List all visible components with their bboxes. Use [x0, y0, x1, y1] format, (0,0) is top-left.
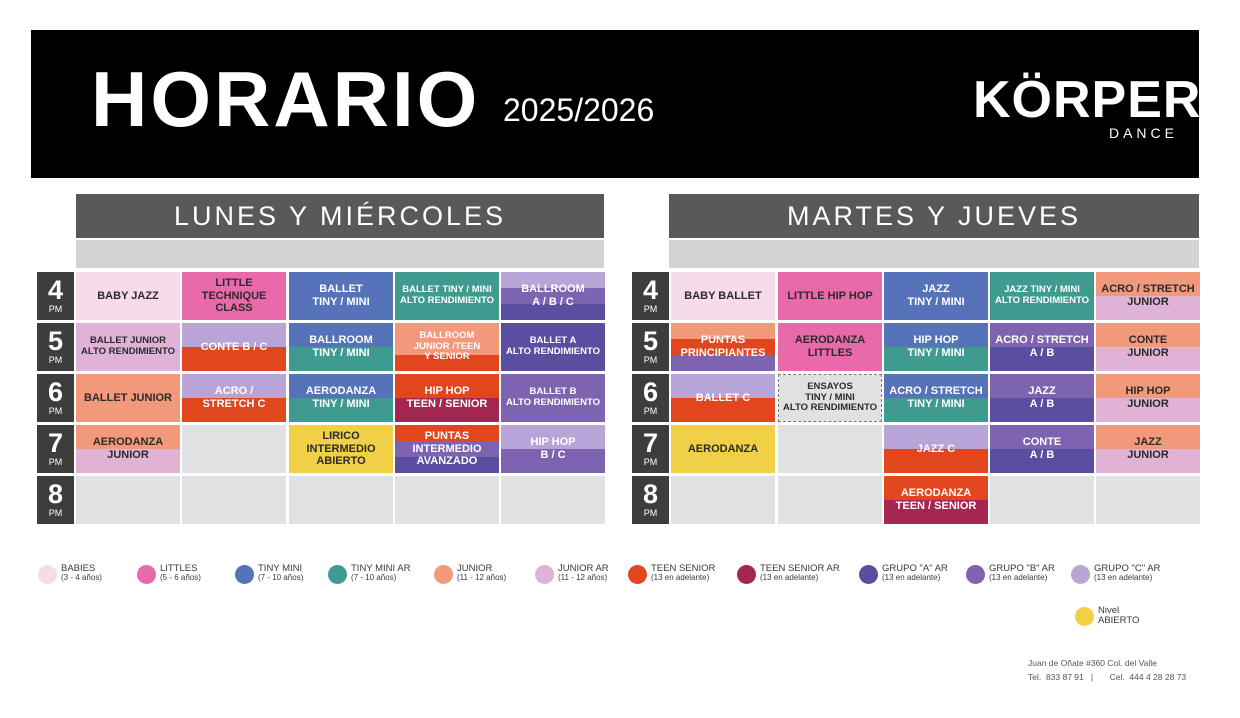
class-cell: [778, 374, 882, 422]
cell-color-bands: [778, 425, 882, 473]
time-period: PM: [48, 457, 63, 467]
class-label-line: ABIERTO: [316, 455, 366, 468]
class-label-line: B / C: [540, 449, 566, 461]
time-slot: [37, 476, 74, 524]
time-slot: [37, 323, 74, 371]
class-cell: [990, 272, 1094, 320]
class-label-line: BALLET: [319, 283, 363, 296]
legend-name: GRUPO "B" AR: [989, 563, 1055, 574]
class-label: [671, 374, 775, 422]
time-hour: 6: [47, 377, 64, 407]
class-cell: [395, 425, 499, 473]
page-title: HORARIO: [91, 55, 481, 143]
time-hour: 7: [47, 428, 64, 458]
class-cell: [671, 323, 775, 371]
class-label-line: A / B / C: [532, 296, 574, 308]
time-period: PM: [643, 355, 658, 365]
class-cell: [671, 272, 775, 320]
class-label: [884, 425, 988, 473]
class-label: [395, 425, 499, 473]
class-label-line: JUNIOR: [1127, 449, 1169, 461]
class-label: [501, 425, 605, 473]
cell-color-bands: [76, 476, 180, 524]
class-cell: [289, 476, 393, 524]
legend-name: TINY MINI: [258, 563, 303, 574]
class-label: [182, 272, 286, 320]
class-label-line: AERODANZA: [305, 385, 377, 398]
class-label: [1096, 374, 1200, 422]
contact-footer: [1028, 656, 1186, 685]
class-cell: [671, 425, 775, 473]
class-label-line: CONTE: [1128, 334, 1168, 347]
school-year: 2025/2026: [503, 92, 655, 128]
class-label: [182, 323, 286, 371]
color-band: [395, 476, 499, 524]
class-cell: [990, 323, 1094, 371]
class-cell: [501, 272, 605, 320]
class-cell: [76, 374, 180, 422]
class-cell: [884, 425, 988, 473]
cell-color-bands: [182, 425, 286, 473]
class-label-line: TEEN / SENIOR: [895, 500, 977, 512]
class-cell: [395, 323, 499, 371]
legend-age: (13 en adelante): [760, 573, 819, 582]
legend-name: TEEN SENIOR: [651, 563, 716, 574]
class-label: [76, 425, 180, 473]
time-hour: 5: [47, 326, 64, 356]
legend-name: JUNIOR: [457, 563, 493, 574]
cell-color-bands: [1096, 476, 1200, 524]
legend-age: (3 - 4 años): [61, 573, 102, 582]
legend-item: [1071, 564, 1191, 590]
class-label: [289, 272, 393, 320]
class-label-line: TECHNIQUE CLASS: [201, 289, 267, 315]
class-label: [671, 272, 775, 320]
legend-item: [628, 564, 748, 590]
legend-swatch-icon: [38, 565, 57, 584]
time-period: PM: [643, 304, 658, 314]
class-cell: [1096, 425, 1200, 473]
class-cell: [778, 323, 882, 371]
class-label-line: LITTLES: [807, 347, 853, 359]
class-cell: [1096, 323, 1200, 371]
class-label: [1096, 323, 1200, 371]
class-label: [76, 323, 180, 371]
class-cell: [289, 272, 393, 320]
class-label: [779, 375, 881, 421]
class-cell: [395, 272, 499, 320]
class-label: [990, 272, 1094, 320]
class-label-line: BALLET TINY / MINI: [402, 284, 492, 296]
class-label: [501, 374, 605, 422]
time-period: PM: [48, 304, 63, 314]
korper-logo: [973, 71, 1202, 144]
class-label-line: ALTO RENDIMIENTO: [400, 295, 494, 306]
class-label-line: BALLET A: [529, 335, 577, 347]
time-hour: 5: [642, 326, 659, 356]
class-label-line: HIP HOP: [530, 436, 576, 449]
class-cell: [1096, 476, 1200, 524]
color-band: [76, 476, 180, 524]
class-label-line: BALLROOM: [419, 329, 475, 341]
class-label-line: TEEN / SENIOR: [406, 398, 488, 410]
cell-color-bands: [182, 476, 286, 524]
phone-text: Tel. 833 87 91 | Cel. 444 4 28 28 73: [1028, 672, 1187, 683]
legend-name: TEEN SENIOR AR: [760, 563, 840, 574]
class-label-line: ALTO RENDIMIENTO: [783, 402, 877, 414]
class-label-line: CONTE B / C: [200, 340, 268, 353]
logo-wordmark: KÖRPER: [973, 71, 1202, 129]
cell-color-bands: [671, 476, 775, 524]
legend-name: TINY MINI AR: [351, 563, 411, 574]
cell-color-bands: [289, 476, 393, 524]
class-label-line: JUNIOR: [1127, 296, 1169, 308]
class-label-line: JAZZ C: [916, 442, 956, 455]
class-cell: [990, 476, 1094, 524]
class-cell: [76, 272, 180, 320]
day-subheader-bar: [669, 240, 1199, 268]
cell-color-bands: [990, 476, 1094, 524]
legend-age: (11 - 12 años): [457, 573, 507, 582]
color-band: [501, 476, 605, 524]
class-cell: [182, 272, 286, 320]
class-label-line: JAZZ: [1028, 385, 1056, 398]
class-cell: [778, 272, 882, 320]
class-cell: [76, 425, 180, 473]
time-period: PM: [643, 508, 658, 518]
class-label: [395, 272, 499, 320]
class-label-line: TINY / MINI: [907, 296, 965, 308]
legend-item: [737, 564, 857, 590]
class-label: [990, 323, 1094, 371]
class-label-line: JUNIOR: [1127, 347, 1169, 359]
class-cell: [395, 476, 499, 524]
class-label: [990, 374, 1094, 422]
class-cell: [289, 374, 393, 422]
class-label-line: HIP HOP: [424, 385, 470, 398]
class-label: [289, 374, 393, 422]
color-band: [289, 476, 393, 524]
legend-swatch-icon: [966, 565, 985, 584]
legend-swatch-icon: [328, 565, 347, 584]
address-text: Juan de Oñate #360 Col. del Valle: [1028, 658, 1157, 668]
legend-age: ABIERTO: [1098, 615, 1140, 626]
class-label-line: TINY / MINI: [907, 398, 965, 410]
class-cell: [884, 323, 988, 371]
class-label: [1096, 425, 1200, 473]
class-label-line: JAZZ: [922, 283, 950, 296]
time-period: PM: [48, 406, 63, 416]
time-hour: 4: [642, 275, 659, 305]
class-label-line: BABY JAZZ: [97, 289, 159, 302]
class-label-line: Y SENIOR: [424, 351, 470, 363]
class-label: [884, 323, 988, 371]
class-label-line: AERODANZA: [687, 442, 759, 455]
class-label: [76, 374, 180, 422]
class-label: [990, 425, 1094, 473]
time-slot: [632, 374, 669, 422]
class-cell: [182, 476, 286, 524]
time-slot: [632, 323, 669, 371]
header-banner: [31, 30, 1202, 178]
class-cell: [182, 374, 286, 422]
legend-item: [1075, 606, 1195, 632]
class-label-line: TINY / MINI: [312, 398, 370, 410]
legend-name: JUNIOR AR: [558, 563, 609, 574]
logo-subtitle: DANCE: [1108, 125, 1178, 141]
class-label-line: JAZZ: [1134, 436, 1162, 449]
time-slot: [632, 476, 669, 524]
class-label-line: TINY / MINI: [907, 347, 965, 359]
class-cell: [778, 476, 882, 524]
legend-age: (13 en adelante): [989, 573, 1048, 582]
legend-age: (5 - 6 años): [160, 573, 201, 582]
class-cell: [289, 425, 393, 473]
class-label: [778, 272, 882, 320]
class-cell: [395, 374, 499, 422]
class-label-line: BALLROOM: [521, 283, 585, 296]
class-cell: [671, 374, 775, 422]
legend-swatch-icon: [1075, 607, 1094, 626]
time-period: PM: [643, 406, 658, 416]
legend-age: (13 en adelante): [882, 573, 941, 582]
class-label: [501, 323, 605, 371]
class-cell: [182, 323, 286, 371]
legend-swatch-icon: [535, 565, 554, 584]
legend-age: (13 en adelante): [1094, 573, 1153, 582]
class-label-line: LIRICO: [322, 430, 360, 443]
class-label: [501, 272, 605, 320]
legend-item: [859, 564, 979, 590]
class-label: [884, 374, 988, 422]
class-label-line: INTERMEDIO: [306, 442, 376, 455]
class-label-line: PUNTAS: [424, 430, 470, 443]
class-cell: [884, 374, 988, 422]
time-slot: [632, 272, 669, 320]
legend-age: (7 - 10 años): [258, 573, 304, 582]
class-label-line: LITTLE HIP HOP: [787, 289, 873, 302]
legend-swatch-icon: [434, 565, 453, 584]
cell-color-bands: [778, 476, 882, 524]
time-period: PM: [643, 457, 658, 467]
class-label-line: JAZZ TINY / MINI: [1004, 284, 1080, 296]
class-cell: [884, 272, 988, 320]
class-cell: [76, 476, 180, 524]
class-cell: [1096, 272, 1200, 320]
class-label: [671, 323, 775, 371]
legend-swatch-icon: [137, 565, 156, 584]
class-label-line: A / B: [1029, 398, 1055, 410]
time-hour: 8: [642, 479, 659, 509]
class-label-line: BALLET JUNIOR: [84, 391, 172, 404]
class-label-line: INTERMEDIO: [412, 442, 482, 455]
class-label-line: JUNIOR: [1127, 398, 1169, 410]
time-period: PM: [48, 355, 63, 365]
class-label-line: HIP HOP: [1125, 385, 1171, 398]
cell-color-bands: [395, 476, 499, 524]
legend-swatch-icon: [737, 565, 756, 584]
color-band: [778, 476, 882, 524]
class-label-line: TINY / MINI: [805, 391, 855, 403]
time-slot: [37, 425, 74, 473]
color-band: [778, 425, 882, 473]
class-label-line: ACRO / STRETCH: [889, 385, 983, 398]
legend-item: [966, 564, 1086, 590]
day-subheader-bar: [76, 240, 604, 268]
class-cell: [884, 476, 988, 524]
class-label-line: ALTO RENDIMIENTO: [506, 397, 600, 408]
day-header: MARTES Y JUEVES: [669, 194, 1199, 238]
class-label: [395, 374, 499, 422]
legend-name: GRUPO "C" AR: [1094, 563, 1161, 574]
legend-swatch-icon: [859, 565, 878, 584]
class-cell: [501, 476, 605, 524]
cell-color-bands: [501, 476, 605, 524]
class-label-line: HIP HOP: [913, 334, 959, 347]
class-label-line: ENSAYOS: [807, 380, 853, 392]
class-label-line: ALTO RENDIMIENTO: [995, 295, 1089, 306]
class-label-line: CONTE: [1022, 436, 1062, 449]
color-band: [990, 476, 1094, 524]
class-label: [289, 425, 393, 473]
class-cell: [182, 425, 286, 473]
color-band: [1096, 476, 1200, 524]
legend-age: (13 en adelante): [651, 573, 710, 582]
time-hour: 6: [642, 377, 659, 407]
class-label-line: JUNIOR /TEEN: [413, 340, 481, 352]
legend-age: (7 - 10 años): [351, 573, 397, 582]
class-label-line: PUNTAS: [700, 334, 746, 347]
class-label-line: BABY BALLET: [684, 289, 762, 302]
class-cell: [501, 425, 605, 473]
class-cell: [501, 374, 605, 422]
class-label: [884, 476, 988, 524]
day-header: LUNES Y MIÉRCOLES: [76, 194, 604, 238]
color-band: [182, 425, 286, 473]
legend-swatch-icon: [1071, 565, 1090, 584]
class-label-line: TINY / MINI: [312, 296, 370, 308]
class-cell: [671, 476, 775, 524]
legend-name: GRUPO "A" AR: [882, 563, 948, 574]
time-slot: [632, 425, 669, 473]
class-label-line: A / B: [1029, 449, 1055, 461]
class-label-line: ACRO / STRETCH: [995, 334, 1089, 347]
class-label: [182, 374, 286, 422]
class-label-line: JUNIOR: [107, 449, 149, 461]
class-label-line: AERODANZA: [900, 487, 972, 500]
class-label-line: ALTO RENDIMIENTO: [81, 346, 175, 357]
class-label-line: AERODANZA: [92, 436, 164, 449]
legend-name: Nivel: [1098, 605, 1120, 616]
class-cell: [501, 323, 605, 371]
class-cell: [990, 425, 1094, 473]
class-label-line: BALLET B: [529, 386, 577, 398]
class-label-line: BALLET JUNIOR: [90, 335, 166, 347]
class-cell: [990, 374, 1094, 422]
class-label: [289, 323, 393, 371]
time-slot: [37, 272, 74, 320]
time-hour: 4: [47, 275, 64, 305]
class-label: [671, 425, 775, 473]
class-label-line: BALLROOM: [309, 334, 373, 347]
class-cell: [289, 323, 393, 371]
class-label: [1096, 272, 1200, 320]
time-hour: 7: [642, 428, 659, 458]
class-label-line: BALLET C: [695, 391, 751, 404]
class-cell: [778, 425, 882, 473]
class-label-line: AVANZADO: [416, 455, 478, 468]
class-cell: [1096, 374, 1200, 422]
class-label-line: ACRO /: [214, 385, 254, 398]
class-label: [395, 323, 499, 371]
class-label-line: ACRO / STRETCH: [1101, 283, 1195, 296]
class-label-line: LITTLE: [215, 277, 253, 290]
class-label: [778, 323, 882, 371]
legend-swatch-icon: [628, 565, 647, 584]
color-band: [182, 476, 286, 524]
class-label: [884, 272, 988, 320]
time-period: PM: [48, 508, 63, 518]
class-cell: [76, 323, 180, 371]
class-label-line: TINY / MINI: [312, 347, 370, 359]
legend-swatch-icon: [235, 565, 254, 584]
legend-name: BABIES: [61, 563, 96, 574]
legend-name: LITTLES: [160, 563, 198, 574]
legend-age: (11 - 12 años): [558, 573, 608, 582]
class-label-line: AERODANZA: [794, 334, 866, 347]
color-band: [671, 476, 775, 524]
class-label-line: PRINCIPIANTES: [680, 347, 766, 359]
class-label-line: ALTO RENDIMIENTO: [506, 346, 600, 357]
class-label-line: A / B: [1029, 347, 1055, 359]
class-label: [76, 272, 180, 320]
legend-item: [328, 564, 448, 590]
time-slot: [37, 374, 74, 422]
class-label-line: STRETCH C: [202, 398, 266, 410]
time-hour: 8: [47, 479, 64, 509]
